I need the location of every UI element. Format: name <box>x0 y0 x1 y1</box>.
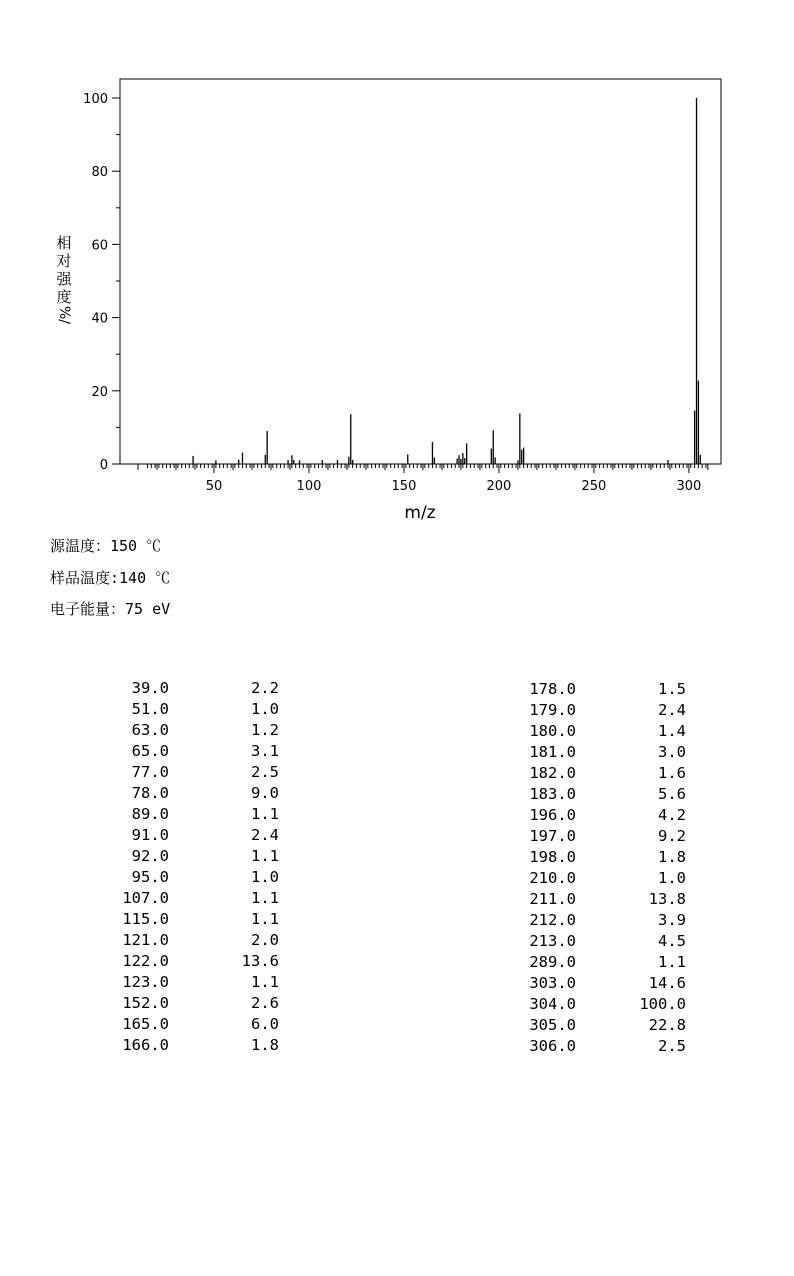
sample-temperature: 样品温度:140 ℃ <box>50 569 171 587</box>
mz-value: 180.0 <box>529 722 576 740</box>
intensity-value: 14.6 <box>648 974 686 992</box>
mz-value: 166.0 <box>122 1036 169 1054</box>
intensity-value: 1.4 <box>658 722 686 740</box>
table-row <box>486 826 686 847</box>
y-axis <box>83 92 120 473</box>
mz-value: 198.0 <box>529 848 576 866</box>
table-row <box>486 763 686 784</box>
mz-value: 197.0 <box>529 827 576 845</box>
intensity-value: 1.8 <box>658 848 686 866</box>
mz-value: 91.0 <box>131 826 169 844</box>
intensity-value: 1.1 <box>251 973 279 991</box>
y-tick-label: 100 <box>83 92 108 107</box>
intensity-value: 1.5 <box>658 680 686 698</box>
x-tick-label: 250 <box>581 479 607 494</box>
intensity-value: 4.5 <box>658 932 686 950</box>
table-row <box>79 804 279 825</box>
table-row <box>486 721 686 742</box>
intensity-value: 13.6 <box>241 952 279 970</box>
table-row <box>486 805 686 826</box>
intensity-value: 3.0 <box>658 743 686 761</box>
mz-value: 89.0 <box>131 805 169 823</box>
mz-value: 183.0 <box>529 785 576 803</box>
y-axis-label-unit: %/ <box>56 305 72 325</box>
intensity-value: 2.0 <box>251 931 279 949</box>
source-temperature: 源温度：150 ℃ <box>50 537 162 555</box>
intensity-value: 1.1 <box>251 889 279 907</box>
table-row <box>79 1035 279 1056</box>
y-axis-label-char: 对 <box>56 252 72 270</box>
intensity-value: 9.2 <box>658 827 686 845</box>
y-tick-label: 40 <box>91 311 108 327</box>
y-tick-label: 20 <box>91 384 108 400</box>
table-row <box>79 930 279 951</box>
intensity-value: 5.6 <box>658 785 686 803</box>
table-row <box>79 825 279 846</box>
x-tick-label: 200 <box>486 479 512 494</box>
x-tick-label: 100 <box>296 479 322 494</box>
table-row <box>79 846 279 867</box>
y-axis-label-char: 度 <box>56 288 72 306</box>
mz-value: 179.0 <box>529 701 576 719</box>
table-row <box>486 742 686 763</box>
x-tick-label: 150 <box>391 479 417 494</box>
table-row <box>486 910 686 931</box>
mz-value: 122.0 <box>122 952 169 970</box>
intensity-value: 6.0 <box>251 1015 279 1033</box>
mz-value: 212.0 <box>529 911 576 929</box>
intensity-value: 2.6 <box>251 994 279 1012</box>
table-row <box>79 762 279 783</box>
mz-value: 65.0 <box>131 742 169 760</box>
table-row <box>486 1015 686 1036</box>
mz-value: 178.0 <box>529 680 576 698</box>
peak-table-left <box>79 678 279 1056</box>
table-row <box>486 952 686 973</box>
x-tick-label: 300 <box>676 479 702 494</box>
mz-value: 78.0 <box>131 784 169 802</box>
y-axis-label-char: 相 <box>56 234 72 252</box>
table-row <box>486 994 686 1015</box>
y-axis-label <box>54 234 74 324</box>
intensity-value: 3.1 <box>251 742 279 760</box>
intensity-value: 2.4 <box>658 701 686 719</box>
mass-spectrum-chart <box>0 0 794 530</box>
mz-value: 165.0 <box>122 1015 169 1033</box>
mz-value: 107.0 <box>122 889 169 907</box>
table-row <box>79 720 279 741</box>
mz-value: 196.0 <box>529 806 576 824</box>
intensity-value: 2.5 <box>658 1037 686 1055</box>
intensity-value: 2.5 <box>251 763 279 781</box>
intensity-value: 1.1 <box>251 805 279 823</box>
x-axis <box>138 464 708 494</box>
table-row <box>486 931 686 952</box>
table-row <box>486 784 686 805</box>
intensity-value: 1.0 <box>658 869 686 887</box>
intensity-value: 1.2 <box>251 721 279 739</box>
table-row <box>79 951 279 972</box>
peak-bars <box>193 98 700 464</box>
mz-value: 211.0 <box>529 890 576 908</box>
table-row <box>79 1014 279 1035</box>
intensity-value: 1.0 <box>251 868 279 886</box>
mz-value: 63.0 <box>131 721 169 739</box>
intensity-value: 1.0 <box>251 700 279 718</box>
mz-value: 115.0 <box>122 910 169 928</box>
table-row <box>486 889 686 910</box>
y-tick-label: 80 <box>91 165 108 181</box>
table-row <box>79 678 279 699</box>
intensity-value: 9.0 <box>251 784 279 802</box>
mz-value: 305.0 <box>529 1016 576 1034</box>
mz-value: 123.0 <box>122 973 169 991</box>
mz-value: 51.0 <box>131 700 169 718</box>
intensity-value: 3.9 <box>658 911 686 929</box>
intensity-value: 1.6 <box>658 764 686 782</box>
table-row <box>79 909 279 930</box>
intensity-value: 2.2 <box>251 679 279 697</box>
table-row <box>79 783 279 804</box>
intensity-value: 100.0 <box>639 995 686 1013</box>
table-row <box>79 993 279 1014</box>
intensity-value: 1.8 <box>251 1036 279 1054</box>
table-row <box>79 699 279 720</box>
mz-value: 306.0 <box>529 1037 576 1055</box>
intensity-value: 1.1 <box>251 847 279 865</box>
mz-value: 121.0 <box>122 931 169 949</box>
mz-value: 92.0 <box>131 847 169 865</box>
y-tick-label: 60 <box>91 238 108 254</box>
mz-value: 181.0 <box>529 743 576 761</box>
table-row <box>79 972 279 993</box>
electron-energy: 电子能量：75 eV <box>50 600 171 618</box>
mz-value: 182.0 <box>529 764 576 782</box>
table-row <box>486 679 686 700</box>
intensity-value: 1.1 <box>251 910 279 928</box>
intensity-value: 22.8 <box>648 1016 686 1034</box>
table-row <box>79 867 279 888</box>
mz-value: 289.0 <box>529 953 576 971</box>
table-row <box>486 700 686 721</box>
mz-value: 95.0 <box>131 868 169 886</box>
y-axis-label-char: 强 <box>56 270 72 288</box>
mz-value: 303.0 <box>529 974 576 992</box>
mz-value: 213.0 <box>529 932 576 950</box>
mz-value: 39.0 <box>131 679 169 697</box>
intensity-value: 1.1 <box>658 953 686 971</box>
intensity-value: 2.4 <box>251 826 279 844</box>
intensity-value: 4.2 <box>658 806 686 824</box>
plot-frame <box>120 79 721 464</box>
table-row <box>486 1036 686 1057</box>
table-row <box>486 868 686 889</box>
table-row <box>486 847 686 868</box>
mz-value: 210.0 <box>529 869 576 887</box>
x-tick-label: 50 <box>205 479 223 494</box>
intensity-value: 13.8 <box>648 890 686 908</box>
x-axis-label: m/z <box>404 503 436 523</box>
table-row <box>79 888 279 909</box>
table-row <box>486 973 686 994</box>
mz-value: 152.0 <box>122 994 169 1012</box>
peak-table-right <box>486 679 686 1057</box>
y-tick-label: 0 <box>99 458 108 473</box>
table-row <box>79 741 279 762</box>
mz-value: 304.0 <box>529 995 576 1013</box>
mz-value: 77.0 <box>131 763 169 781</box>
